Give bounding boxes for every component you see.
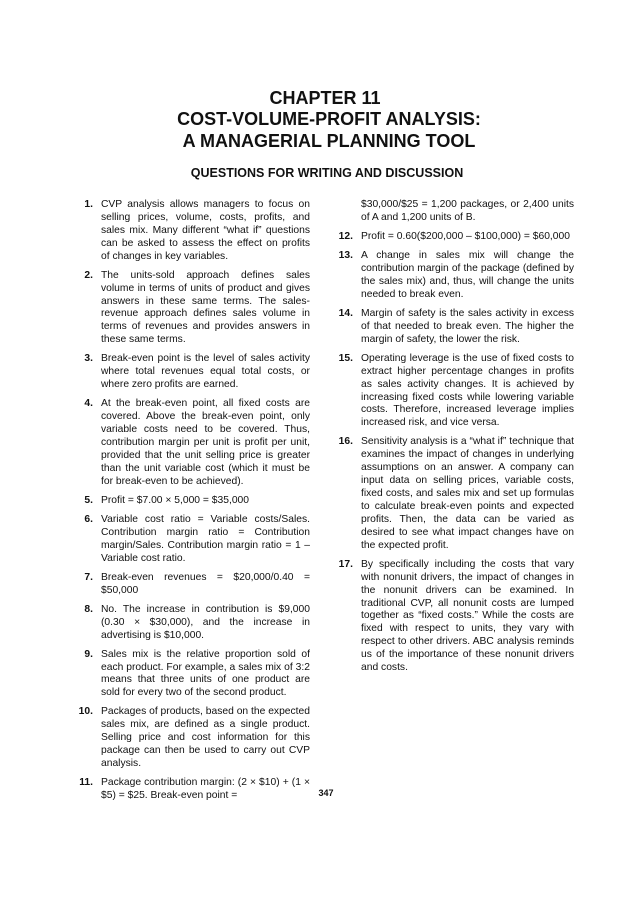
question-number: 16.: [338, 436, 353, 448]
question-text: The units-sold approach defines sales volume in terms of units of product and gives answers in these same terms. The sales-revenue approach defines sales volume in terms of revenues and provides answers in these same terms.: [101, 269, 310, 346]
question-text: At the break-even point, all fixed costs are covered. Above the break-even point, only variable costs need to be covered. Thus, contribution margin per unit is profit per unit, provided that the unit selling price is greater than the unit variable cost (which it must be for break-even to be achieved).: [101, 398, 310, 487]
question-text: By specifically including the costs that vary with nonunit drivers, the impact of changes in the nonunit drivers can be examined. In traditional CVP, all nonunit costs are lumped together as “fixed costs.” While the costs are fixed with respect to units, they vary with respect to other drivers. ABC analysis reminds us of the importance of these nonunit drivers and costs.: [361, 558, 574, 674]
question-text: Break-even revenues = $20,000/0.40 = $50,000: [101, 571, 310, 596]
section-heading: QUESTIONS FOR WRITING AND DISCUSSION: [190, 166, 464, 180]
question-number: 9.: [84, 648, 93, 660]
chapter-title-line-2: A MANAGERIAL PLANNING TOOL: [182, 131, 476, 151]
question-number: 8.: [84, 603, 93, 615]
question-number: 1.: [84, 199, 93, 210]
question-text: Sensitivity analysis is a “what if” technique that examines the impact of changes in underlying assumptions on an answer. A company can input data on selling prices, variable costs, fixed costs, and sales mix and set up formulas to calculate break-even points and expected profits. Then, the data can be varied as desired to see what impact changes have on the expected profit.: [361, 436, 574, 551]
question-number: 11.: [79, 777, 93, 789]
question-item: [330, 308, 574, 347]
chapter-heading: CHAPTER 11: [269, 88, 381, 108]
question-number: 4.: [84, 398, 93, 410]
question-item: [70, 649, 310, 701]
question-item: [330, 559, 574, 675]
question-text: Break-even point is the level of sales activity where total revenues equal total costs, or where zero profits are earned.: [101, 353, 310, 391]
question-text: No. The increase in contribution is $9,000 (0.30 × $30,000), and the increase in advertising is $10,000.: [101, 603, 310, 641]
question-item: [70, 270, 310, 347]
question-number: 5.: [84, 494, 93, 506]
question-number: 12.: [338, 231, 353, 242]
question-text: Margin of safety is the sales activity in excess of that needed to break even. The higher the margin of safety, the lower the risk.: [361, 307, 574, 345]
question-number: 13.: [338, 250, 353, 262]
question-continuation: [330, 199, 574, 225]
question-number: 7.: [84, 571, 93, 583]
question-text: A change in sales mix will change the contribution margin of the package (defined by the sales mix) and, thus, will change the units needed to break even.: [361, 250, 574, 300]
question-number: 3.: [84, 353, 93, 365]
page-number: 347: [318, 788, 334, 798]
question-text: Operating leverage is the use of fixed costs to extract higher percentage changes in profits as sales activity changes. It is achieved by increasing fixed costs while lowering variable costs. Therefore, increased leverage implies increased risk, and vice versa.: [361, 352, 574, 429]
question-item: [70, 353, 310, 392]
question-text: Profit = $7.00 × 5,000 = $35,000: [101, 494, 249, 506]
question-number: 10.: [78, 706, 93, 718]
question-item: [330, 436, 574, 552]
question-item: [70, 398, 310, 488]
question-item: [70, 604, 310, 643]
question-text: Variable cost ratio = Variable costs/Sales. Contribution margin ratio = Contribution margin/Sales. Contribution margin ratio = 1 – Variable cost ratio.: [101, 513, 310, 564]
question-text: Sales mix is the relative proportion sold of each product. For example, a sales mix of 3:2 means that three units of one product are sold for every two of the second product.: [101, 648, 310, 699]
question-item: [70, 199, 310, 264]
question-number: 17.: [338, 558, 353, 570]
question-text: $30,000/$25 = 1,200 packages, or 2,400 units of A and 1,200 units of B.: [361, 199, 574, 223]
left-column: [70, 199, 310, 809]
question-number: 15.: [338, 352, 353, 364]
question-item: [70, 706, 310, 771]
question-text: Profit = 0.60($200,000 – $100,000) = $60,000: [361, 231, 570, 242]
question-item: [70, 514, 310, 566]
question-item: [330, 231, 574, 244]
question-number: 6.: [84, 513, 93, 525]
question-item: [330, 353, 574, 430]
right-column: [330, 199, 574, 681]
question-item: [70, 495, 310, 508]
question-number: 14.: [338, 307, 353, 319]
question-number: 2.: [84, 269, 93, 281]
question-item: [70, 572, 310, 598]
question-text: Package contribution margin: (2 × $10) + (1 × $5) = $25. Break-even point =: [101, 777, 310, 802]
question-text: Packages of products, based on the expected sales mix, are defined as a single product. Selling price and cost information for this package can then be used to carry out CVP analysis.: [101, 706, 310, 770]
question-item: [330, 250, 574, 302]
question-text: CVP analysis allows managers to focus on selling prices, volume, costs, profits, and sales mix. Many different “what if” questions can be asked to assess the effect on profits of changes in key variables.: [101, 199, 310, 262]
chapter-title-line-1: COST-VOLUME-PROFIT ANALYSIS:: [177, 109, 481, 129]
